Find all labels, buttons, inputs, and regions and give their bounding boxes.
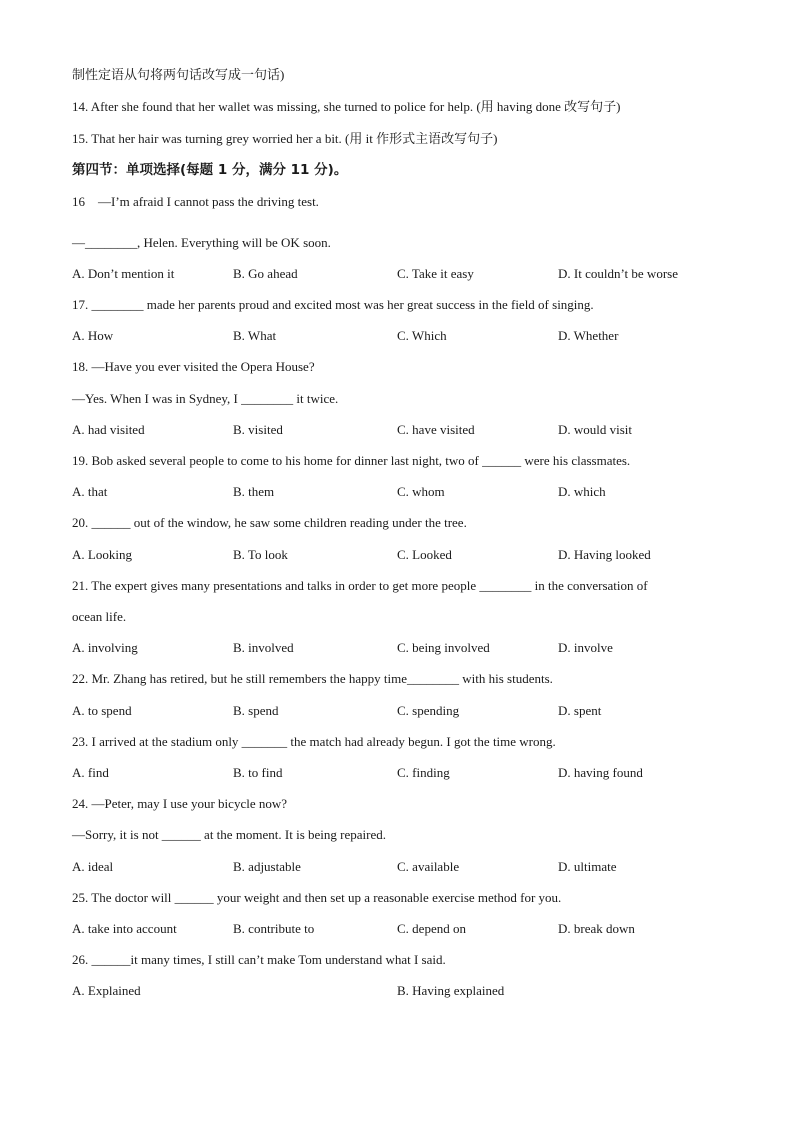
q18-option-b: B. visited <box>233 422 283 437</box>
q19-option-a: A. that <box>72 484 108 499</box>
q26-option-a: A. Explained <box>72 983 141 998</box>
q24-option-c: C. available <box>397 859 460 874</box>
question-19-stem: 19. Bob asked several people to come to his home for dinner last night, two of ______ were his classmates. <box>72 453 631 468</box>
q18-option-c: C. have visited <box>397 422 475 437</box>
q26-option-b: B. Having explained <box>397 983 505 998</box>
question-18-stem: 18. —Have you ever visited the Opera House? <box>72 359 315 374</box>
q17-option-c: C. Which <box>397 328 447 343</box>
q25-option-a: A. take into account <box>72 921 177 936</box>
q18-option-d: D. would visit <box>558 422 633 437</box>
q25-option-d: D. break down <box>558 921 635 936</box>
question-21-stem-2: ocean life. <box>72 609 127 624</box>
question-26-stem: 26. ______it many times, I still can’t make Tom understand what I said. <box>72 952 446 967</box>
q23-option-a: A. find <box>72 765 109 780</box>
question-24-stem: 24. —Peter, may I use your bicycle now? <box>72 796 288 811</box>
q20-option-d: D. Having looked <box>558 547 651 562</box>
q19-option-d: D. which <box>558 484 606 499</box>
question-17-stem: 17. ________ made her parents proud and excited most was her great success in the field of singing. <box>72 297 594 312</box>
question-15: 15. That her hair was turning grey worried her a bit. (用 it 作形式主语改写句子) <box>72 131 498 146</box>
question-18-stem-2: —Yes. When I was in Sydney, I ________ it twice. <box>72 391 339 406</box>
q20-option-a: A. Looking <box>72 547 132 562</box>
q17-option-b: B. What <box>233 328 277 343</box>
q16-option-a: A. Don’t mention it <box>72 266 175 281</box>
q19-option-c: C. whom <box>397 484 445 499</box>
q21-option-b: B. involved <box>233 640 294 655</box>
q20-option-b: B. To look <box>233 547 288 562</box>
question-21-stem: 21. The expert gives many presentations and talks in order to get more people ________ in the conversation of <box>72 578 648 593</box>
q23-option-d: D. having found <box>558 765 643 780</box>
q22-option-d: D. spent <box>558 703 602 718</box>
text-line: 制性定语从句将两句话改写成一句话) <box>72 67 285 82</box>
q17-option-d: D. Whether <box>558 328 619 343</box>
q22-option-b: B. spend <box>233 703 279 718</box>
q20-option-c: C. Looked <box>397 547 452 562</box>
q16-option-d: D. It couldn’t be worse <box>558 266 678 281</box>
q16-option-c: C. Take it easy <box>397 266 474 281</box>
question-25-stem: 25. The doctor will ______ your weight and then set up a reasonable exercise method for you. <box>72 890 562 905</box>
q24-option-d: D. ultimate <box>558 859 617 874</box>
q18-option-a: A. had visited <box>72 422 145 437</box>
q25-option-b: B. contribute to <box>233 921 315 936</box>
q21-option-d: D. involve <box>558 640 613 655</box>
question-20-stem: 20. ______ out of the window, he saw some children reading under the tree. <box>72 515 467 530</box>
q22-option-a: A. to spend <box>72 703 132 718</box>
q23-option-c: C. finding <box>397 765 450 780</box>
q16-option-b: B. Go ahead <box>233 266 298 281</box>
q24-option-b: B. adjustable <box>233 859 301 874</box>
question-16-stem: 16 —I’m afraid I cannot pass the driving test. <box>72 194 319 209</box>
question-23-stem: 23. I arrived at the stadium only _______ the match had already begun. I got the time wrong. <box>72 734 556 749</box>
q22-option-c: C. spending <box>397 703 460 718</box>
question-16-stem-2: —________, Helen. Everything will be OK soon. <box>72 235 331 250</box>
q21-option-c: C. being involved <box>397 640 490 655</box>
q19-option-b: B. them <box>233 484 275 499</box>
q25-option-c: C. depend on <box>397 921 466 936</box>
q21-option-a: A. involving <box>72 640 138 655</box>
question-14: 14. After she found that her wallet was missing, she turned to police for help. (用 having done 改写句子) <box>72 99 621 114</box>
question-24-stem-2: —Sorry, it is not ______ at the moment. It is being repaired. <box>72 827 386 842</box>
question-22-stem: 22. Mr. Zhang has retired, but he still remembers the happy time________ with his students. <box>72 671 553 686</box>
section-title: 第四节：单项选择(每题 1 分，满分 11 分)。 <box>72 162 348 178</box>
q24-option-a: A. ideal <box>72 859 114 874</box>
q17-option-a: A. How <box>72 328 114 343</box>
q23-option-b: B. to find <box>233 765 283 780</box>
